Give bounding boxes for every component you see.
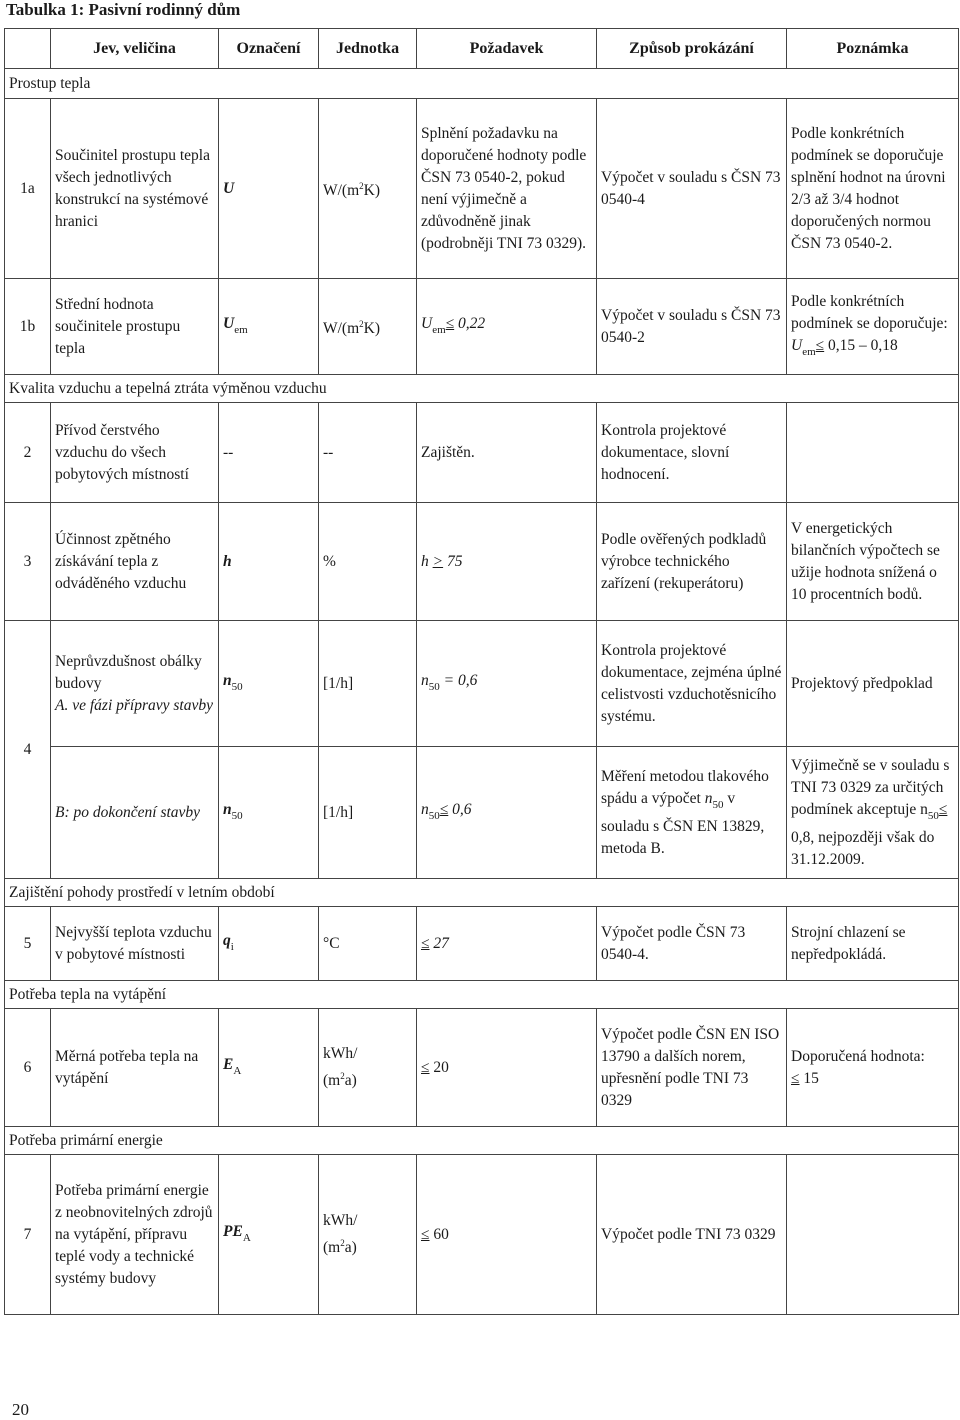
req-value: 75	[443, 552, 463, 570]
section-heating-demand: Potřeba tepla na vytápění	[5, 981, 959, 1009]
header-note: Poznámka	[787, 29, 959, 69]
quantity-cell: Nejvyšší teplota vzduchu v pobytové místnosti	[51, 907, 219, 981]
unit-cell	[319, 279, 417, 375]
req-value: 27	[429, 934, 449, 952]
header-row	[5, 29, 959, 69]
note-cell	[787, 403, 959, 503]
requirement-cell	[417, 747, 597, 879]
table-row	[5, 747, 959, 879]
note-value: 0,15 – 0,18	[824, 336, 898, 354]
requirement-cell: Splnění požadavku na doporučené hodnoty podle ČSN 73 0540-2, pokud není výjimečně a zdůvodněně jinak (podrobněji TNI 73 0329).	[417, 99, 597, 279]
unit-text: kWh/	[323, 1212, 358, 1229]
req-value: 0,22	[454, 314, 486, 332]
symbol-cell	[219, 99, 319, 279]
req-symbol: n	[421, 671, 429, 689]
section-row	[5, 69, 959, 99]
req-subscript: em	[432, 323, 446, 336]
proof-cell: Kontrola projektové dokumentace, zejména úplné celistvosti vzduchotěsnicího systému.	[597, 621, 787, 747]
section-primary-energy: Potřeba primární energie	[5, 1127, 959, 1155]
section-row	[5, 1127, 959, 1155]
table-row	[5, 403, 959, 503]
header-symbol: Označení	[219, 29, 319, 69]
unit-cell: [1/h]	[319, 621, 417, 747]
proof-cell: Výpočet v souladu s ČSN 73 0540-2	[597, 279, 787, 375]
note-text: Doporučená hodnota:	[791, 1047, 925, 1065]
section-row	[5, 879, 959, 907]
unit-text: a)	[344, 1072, 357, 1089]
symbol-cell	[219, 1009, 319, 1127]
section-summer-comfort: Zajištění pohody prostředí v letním období	[5, 879, 959, 907]
symbol-text: n	[223, 800, 232, 818]
unit-superscript: 2	[359, 319, 364, 329]
unit-cell	[319, 1155, 417, 1315]
requirement-cell	[417, 503, 597, 621]
note-cell: V energetických bilančních výpočtech se užije hodnota snížená o 10 procentních bodů.	[787, 503, 959, 621]
table-row	[5, 907, 959, 981]
requirement-cell	[417, 1009, 597, 1127]
req-operator: ≤	[421, 934, 430, 952]
req-symbol: U	[421, 314, 433, 332]
unit-text: a)	[344, 1239, 357, 1256]
table-row	[5, 1155, 959, 1315]
req-value: 60	[429, 1225, 449, 1243]
unit-text: K)	[363, 320, 381, 337]
symbol-cell	[219, 279, 319, 375]
quantity-cell: Součinitel prostupu tepla všech jednotlivých konstrukcí na systémové hranici	[51, 99, 219, 279]
proof-cell	[597, 747, 787, 879]
symbol-subscript: A	[242, 1231, 251, 1244]
unit-cell: °C	[319, 907, 417, 981]
unit-text: (m	[323, 1239, 341, 1256]
unit-cell: [1/h]	[319, 747, 417, 879]
note-symbol: n	[920, 800, 928, 818]
note-subscript: 50	[927, 809, 939, 822]
note-subscript: em	[802, 345, 816, 358]
requirements-table	[4, 28, 959, 1315]
symbol-cell: --	[219, 403, 319, 503]
unit-cell: --	[319, 403, 417, 503]
req-symbol: n	[421, 800, 429, 818]
req-subscript: 50	[428, 680, 440, 693]
note-cell	[787, 279, 959, 375]
symbol-text: U	[223, 179, 235, 197]
note-cell: Projektový předpoklad	[787, 621, 959, 747]
symbol-cell	[219, 747, 319, 879]
proof-subscript: 50	[712, 798, 724, 811]
page-number: 20	[12, 1400, 29, 1419]
symbol-text: q	[223, 931, 231, 949]
requirement-cell	[417, 907, 597, 981]
proof-cell: Podle ověřených podkladů výrobce technického zařízení (rekuperátoru)	[597, 503, 787, 621]
quantity-cell: Přívod čerstvého vzduchu do všech pobytových místností	[51, 403, 219, 503]
symbol-subscript: A	[233, 1064, 242, 1077]
note-cell	[787, 747, 959, 879]
symbol-text: E	[223, 1055, 234, 1073]
req-symbol: h	[421, 552, 429, 570]
req-operator: ≤	[445, 314, 455, 332]
symbol-text: PE	[223, 1222, 243, 1240]
quantity-cell: Potřeba primární energie z neobnovitelných zdrojů na vytápění, přípravu teplé vody a technické systémy budovy	[51, 1155, 219, 1315]
unit-superscript: 2	[359, 181, 364, 191]
symbol-text: h	[223, 552, 232, 570]
header-num	[5, 29, 51, 69]
req-operator: ≤	[421, 1225, 430, 1243]
table-row	[5, 1009, 959, 1127]
req-value: 20	[429, 1058, 449, 1076]
row-number: 1a	[5, 99, 51, 279]
requirement-cell	[417, 1155, 597, 1315]
note-value: 15	[799, 1069, 819, 1087]
req-operator: >	[432, 552, 444, 570]
quantity-text: Neprůvzdušnost obálky budovy	[55, 652, 202, 692]
symbol-cell	[219, 907, 319, 981]
symbol-subscript: em	[234, 323, 248, 336]
unit-cell	[319, 1009, 417, 1127]
section-row	[5, 981, 959, 1009]
proof-cell: Výpočet podle ČSN EN ISO 13790 a dalších norem, upřesnění podle TNI 73 0329	[597, 1009, 787, 1127]
note-operator: ≤	[791, 1069, 800, 1087]
unit-text: W/(m	[323, 182, 360, 199]
req-value: = 0,6	[439, 671, 478, 689]
table-row	[5, 503, 959, 621]
row-number: 2	[5, 403, 51, 503]
req-operator: ≤	[439, 800, 449, 818]
quantity-cell: Měrná potřeba tepla na vytápění	[51, 1009, 219, 1127]
proof-symbol: n	[704, 789, 713, 807]
requirement-cell: Zajištěn.	[417, 403, 597, 503]
row-number: 5	[5, 907, 51, 981]
proof-cell: Kontrola projektové dokumentace, slovní hodnocení.	[597, 403, 787, 503]
note-text: 0,8, nejpozději však do 31.12.2009.	[791, 828, 935, 868]
symbol-subscript: i	[230, 940, 234, 953]
note-operator: ≤	[815, 336, 825, 354]
note-cell	[787, 1009, 959, 1127]
row-number: 3	[5, 503, 51, 621]
row-number: 1b	[5, 279, 51, 375]
symbol-subscript: 50	[231, 680, 243, 693]
note-symbol: U	[791, 336, 803, 354]
note-cell: Strojní chlazení se nepředpokládá.	[787, 907, 959, 981]
unit-text: K)	[363, 182, 381, 199]
table-row	[5, 279, 959, 375]
symbol-subscript: 50	[231, 809, 243, 822]
table-row	[5, 99, 959, 279]
unit-text: W/(m	[323, 320, 360, 337]
section-air-quality: Kvalita vzduchu a tepelná ztráta výměnou vzduchu	[5, 375, 959, 403]
header-unit: Jednotka	[319, 29, 417, 69]
proof-cell: Výpočet podle ČSN 73 0540-4.	[597, 907, 787, 981]
req-operator: ≤	[421, 1058, 430, 1076]
req-subscript: 50	[428, 809, 440, 822]
table-row	[5, 621, 959, 747]
symbol-text: U	[223, 314, 235, 332]
row-number: 7	[5, 1155, 51, 1315]
row-number: 6	[5, 1009, 51, 1127]
requirement-cell	[417, 621, 597, 747]
proof-text: v souladu s ČSN EN 13829, metoda B.	[601, 789, 765, 857]
section-row	[5, 375, 959, 403]
proof-cell: Výpočet podle TNI 73 0329	[597, 1155, 787, 1315]
unit-superscript: 2	[340, 1238, 345, 1248]
section-heat-transfer: Prostup tepla	[5, 69, 959, 99]
quantity-cell	[51, 621, 219, 747]
unit-cell: %	[319, 503, 417, 621]
header-quantity: Jev, veličina	[51, 29, 219, 69]
symbol-cell	[219, 503, 319, 621]
row-number: 4	[5, 621, 51, 879]
note-cell	[787, 1155, 959, 1315]
unit-text: (m	[323, 1072, 341, 1089]
note-operator: ≤	[938, 800, 948, 818]
proof-cell: Výpočet v souladu s ČSN 73 0540-4	[597, 99, 787, 279]
header-requirement: Požadavek	[417, 29, 597, 69]
unit-superscript: 2	[340, 1071, 345, 1081]
quantity-cell: B: po dokončení stavby	[51, 747, 219, 879]
quantity-cell: Účinnost zpětného získávání tepla z odváděného vzduchu	[51, 503, 219, 621]
header-proof: Způsob prokázání	[597, 29, 787, 69]
note-cell: Podle konkrétních podmínek se doporučuje splnění hodnot na úrovni 2/3 až 3/4 hodnot doporučených normou ČSN 73 0540-2.	[787, 99, 959, 279]
symbol-cell	[219, 1155, 319, 1315]
quantity-cell: Střední hodnota součinitele prostupu tepla	[51, 279, 219, 375]
quantity-phase-a: A. ve fázi přípravy stavby	[55, 696, 213, 714]
requirement-cell	[417, 279, 597, 375]
table-caption: Tabulka 1: Pasivní rodinný dům	[6, 0, 241, 19]
symbol-text: n	[223, 671, 232, 689]
proof-text: Měření metodou tlakového spádu a výpočet	[601, 767, 769, 807]
unit-cell	[319, 99, 417, 279]
unit-text: kWh/	[323, 1045, 358, 1062]
note-text: Výjimečně se v souladu s TNI 73 0329 za určitých podmínek akceptuje	[791, 756, 950, 818]
note-text: Podle konkrétních podmínek se doporučuje:	[791, 292, 948, 332]
symbol-cell	[219, 621, 319, 747]
req-value: 0,6	[448, 800, 472, 818]
